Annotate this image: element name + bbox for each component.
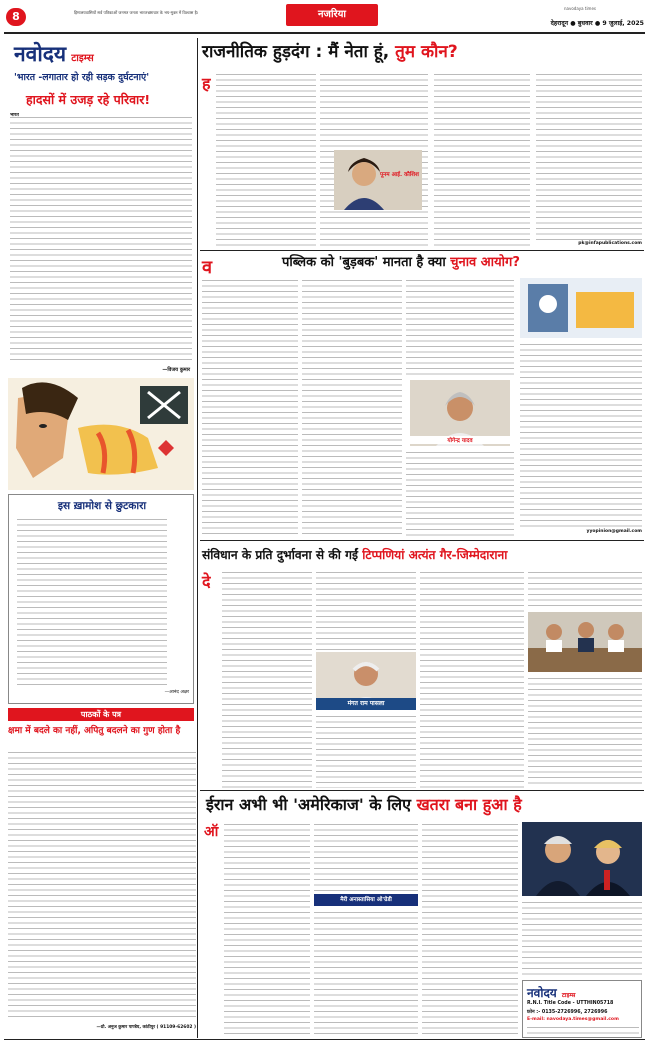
article4-title-highlight: खतरा बना हुआ है <box>416 795 522 814</box>
article3-rule <box>200 790 644 791</box>
imprint-suffix: टाइम्स <box>561 992 576 999</box>
article2-drop-cap: व <box>202 257 213 278</box>
article3-author-name: मंगत राम पासला <box>316 698 416 710</box>
masthead-name: नवोदय <box>14 41 67 66</box>
editorial-author: —विजय कुमार <box>162 367 190 373</box>
header-url: navodaya times <box>564 6 597 11</box>
article3-title <box>202 545 642 567</box>
article2-title <box>282 253 644 273</box>
article3-col2a <box>316 570 416 650</box>
poem-author: —आनंद अक्षर <box>164 690 189 695</box>
article4-photo <box>522 822 642 896</box>
article3-photo <box>528 612 642 672</box>
article4-author-banner <box>314 894 418 906</box>
section-title: नजरिया <box>317 9 347 20</box>
poem-title: इस ख़ामोश से छुटकारा <box>57 500 147 512</box>
article3-title-main: संविधान के प्रति दुर्भावना से की गईं <box>202 548 358 562</box>
article1-col1 <box>216 72 316 248</box>
imprint-box <box>522 980 642 1038</box>
article2-col3 <box>406 278 514 378</box>
article1-drop-cap: ह <box>202 74 211 93</box>
poem-box <box>8 494 194 704</box>
article3-author-photo <box>316 652 416 710</box>
article3-col3 <box>420 570 524 788</box>
imprint-name: नवोदय <box>527 986 557 1000</box>
editorial-title-1: 'भारत -लगातार हो रही सड़क दुर्घटनाएं' <box>14 72 150 83</box>
editorial-illustration <box>8 378 194 490</box>
city-date: देहरादून ● बुधवार ● 9 जुलाई, 2025 <box>550 20 644 27</box>
article3-col1 <box>222 570 312 788</box>
article3-col4a <box>528 570 642 610</box>
article2-author-photo <box>410 380 510 446</box>
article4-col3 <box>422 822 518 1036</box>
editorial-title-2: हादसों में उजड़ रहे परिवार! <box>26 92 151 107</box>
article4-col4 <box>522 900 642 978</box>
article1-email: pk@infapublications.com <box>578 241 642 246</box>
article4-col2b <box>314 910 418 1036</box>
editorial-body <box>10 113 192 363</box>
article2-email: yyopinion@gmail.com <box>586 529 642 534</box>
article2-author-name: योगेन्द्र यादव <box>410 436 510 444</box>
article4-drop-cap: ऑ <box>204 824 219 840</box>
header-rule <box>4 32 645 34</box>
imprint-masthead <box>527 982 639 1001</box>
article1-author-photo <box>334 150 422 210</box>
letters-header <box>8 708 194 721</box>
editorial-intro: भारत <box>10 113 19 118</box>
article1-col3 <box>434 72 530 248</box>
masthead-suffix: टाइम्स <box>71 53 94 64</box>
column-divider <box>197 38 198 1038</box>
poem-text <box>17 517 167 687</box>
article1-rule <box>200 250 644 251</box>
page-number: 8 <box>12 10 20 23</box>
article4-col1 <box>224 822 310 1036</box>
article2-col3b <box>406 450 514 536</box>
article1-author-name: पूनम आई. कौशिश <box>380 172 419 178</box>
article4-title <box>206 794 644 818</box>
article3-title-highlight: टिप्पणियां अत्यंत गैर-जिम्मेदाराना <box>362 548 508 562</box>
header-bar <box>4 4 645 32</box>
imprint-phone: फ़ोन :- 0135-2726996, 2726996 <box>527 1010 608 1015</box>
article2-title-highlight: चुनाव आयोग? <box>450 255 520 270</box>
article3-col4b <box>528 676 642 788</box>
letters-header-text: पाठकों के पत्र <box>80 710 122 719</box>
article2-col1 <box>202 278 298 536</box>
imprint-rni: R.N.I. Title Code - UTTHIN05718 <box>527 1001 614 1006</box>
letters-author: —प्रो. अनुज कुमार पाण्डेय, कांठीपुर ( 91109-62602 ) <box>96 1025 196 1030</box>
imprint-email: E-mail: navodaya.times@gmail.com <box>527 1017 619 1022</box>
article4-col2a <box>314 822 418 892</box>
masthead <box>14 40 184 68</box>
article1-title-main: राजनीतिक हुड़दंग : मैं नेता हूं, <box>202 42 390 62</box>
article3-col2b <box>316 714 416 788</box>
article4-author-name: मैरी अनास्तासिया ओ'ग्रेडी <box>340 897 392 903</box>
article2-col4 <box>520 342 642 528</box>
illustration-svg <box>8 378 194 490</box>
article2-graphic <box>520 278 642 338</box>
article1-title-highlight: तुम कौन? <box>395 42 458 62</box>
article2-col2 <box>302 278 402 536</box>
article3-drop-cap: दे <box>202 572 211 591</box>
article2-rule <box>200 540 644 541</box>
bottom-rule <box>4 1039 645 1040</box>
letters-body <box>8 750 196 1020</box>
motto: हिमालयवासियों सर्व पत्रिकाओं जनमत जनता भारतभ्रष्टाचार के भय-मुक्त में विश्वास है। <box>74 10 199 15</box>
page-number-badge <box>6 8 26 26</box>
article1-title <box>202 40 642 66</box>
imprint-fineprint <box>527 1025 639 1037</box>
article1-col4 <box>536 72 642 240</box>
letters-title: क्षमा में बदले का नहीं, अपितु बदलने का गुण होता है <box>8 726 181 736</box>
article2-title-main: पब्लिक को 'बुड़बक' मानता है क्या <box>282 255 446 270</box>
article4-title-main: ईरान अभी भी 'अमेरिकाज' के लिए <box>206 795 411 814</box>
